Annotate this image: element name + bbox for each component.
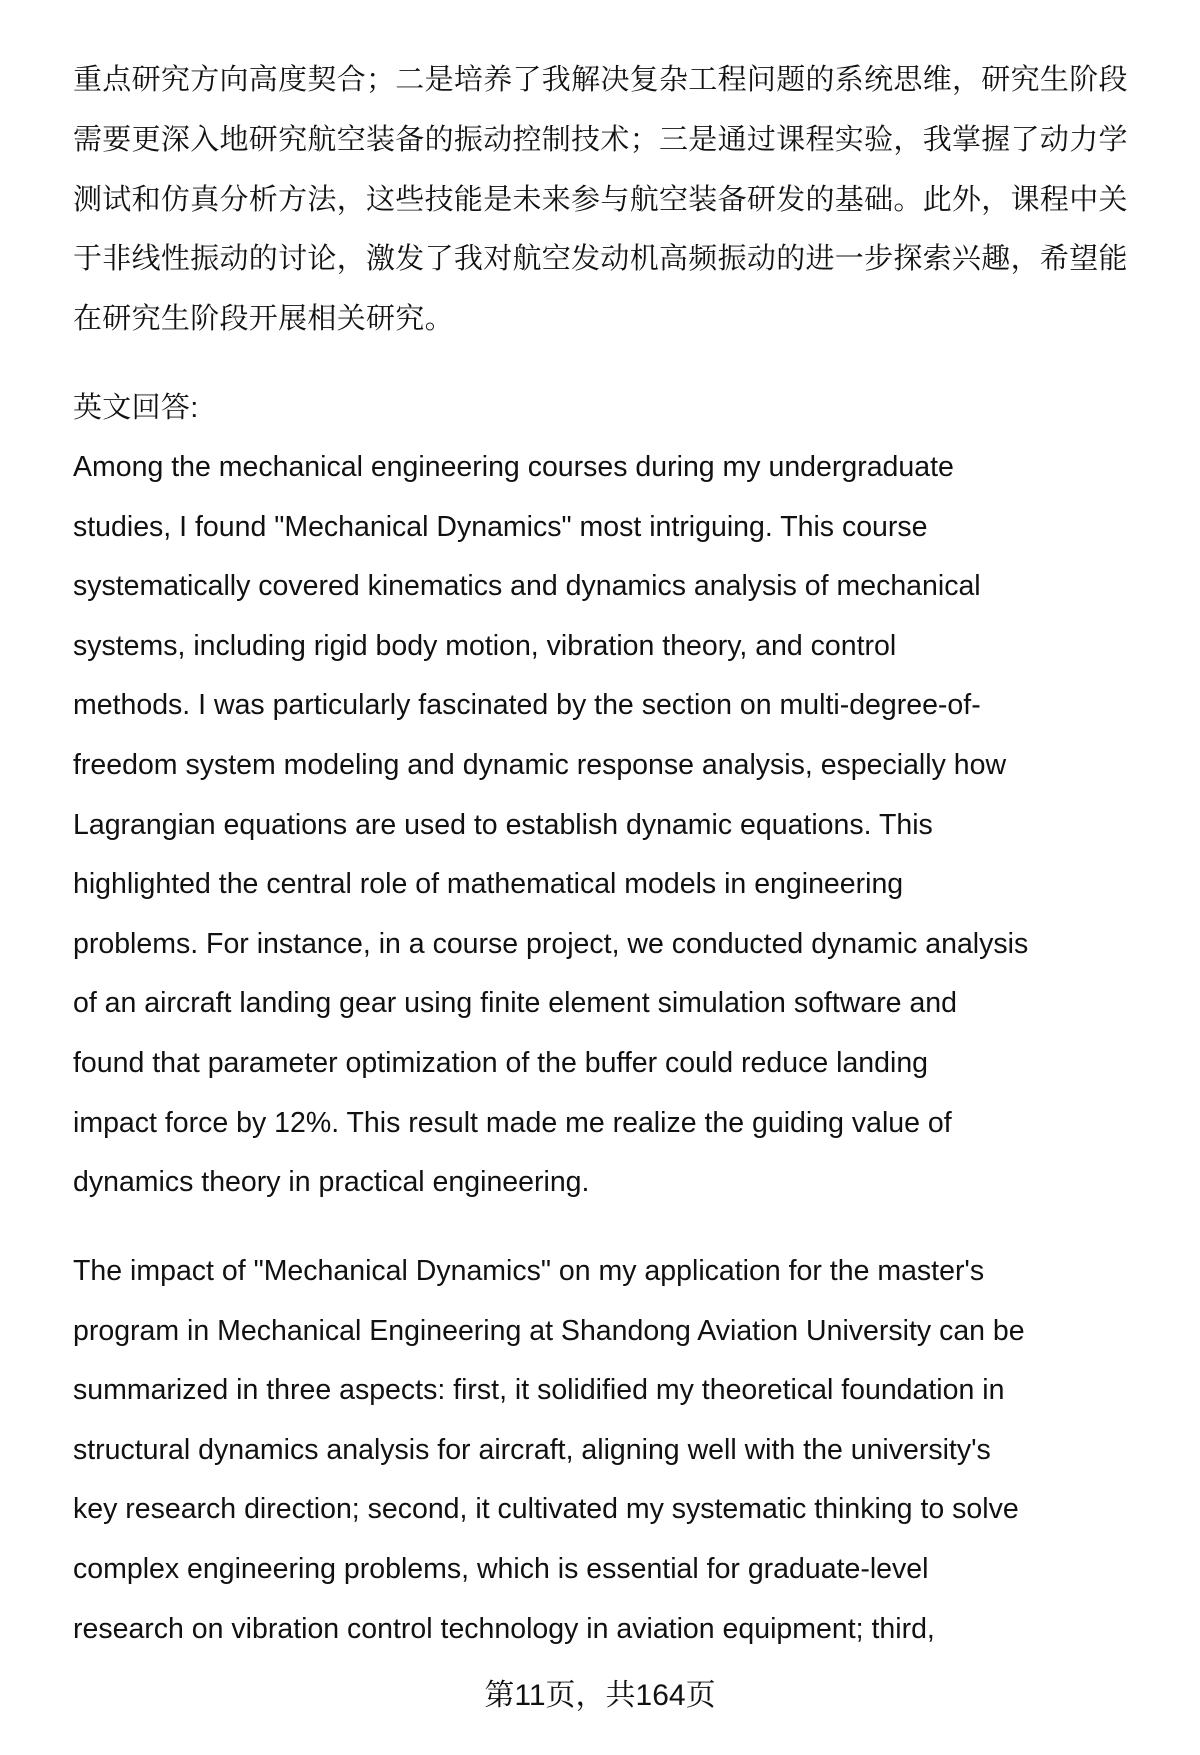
chinese-text-line: 测试和仿真分析方法，这些技能是未来参与航空装备研发的基础。此外，课程中关 [73, 184, 1128, 216]
english-text-line: problems. For instance, in a course project, we conducted dynamic analysis [73, 927, 1029, 960]
english-text-line: systems, including rigid body motion, vibration theory, and control [73, 629, 897, 662]
english-text-line: key research direction; second, it cultivated my systematic thinking to solve [73, 1493, 1019, 1526]
english-text-line: methods. I was particularly fascinated by the section on multi-degree-of- [73, 689, 981, 722]
english-text-line: dynamics theory in practical engineering. [73, 1166, 590, 1199]
chinese-text-line: 于非线性振动的讨论，激发了我对航空发动机高频振动的进一步探索兴趣，希望能 [73, 243, 1128, 275]
english-text-line: found that parameter optimization of the buffer could reduce landing [73, 1047, 929, 1079]
english-text-line: research on vibration control technology in aviation equipment; third, [73, 1612, 935, 1645]
english-text-line: of an aircraft landing gear using finite element simulation software and [73, 987, 958, 1020]
english-text-line: highlighted the central role of mathematical models in engineering [73, 868, 904, 901]
english-text-line: freedom system modeling and dynamic response analysis, especially how [73, 749, 1007, 781]
chinese-text-line: 重点研究方向高度契合；二是培养了我解决复杂工程问题的系统思维，研究生阶段 [73, 64, 1128, 96]
english-text-line: The impact of "Mechanical Dynamics" on my application for the master's [73, 1255, 985, 1287]
english-text-line: program in Mechanical Engineering at Shandong Aviation University can be [73, 1314, 1025, 1347]
english-text-line: Lagrangian equations are used to establish dynamic equations. This [73, 808, 933, 841]
english-text-line: complex engineering problems, which is essential for graduate-level [73, 1553, 929, 1585]
chinese-text-line: 需要更深入地研究航空装备的振动控制技术；三是通过课程实验，我掌握了动力学 [73, 124, 1128, 156]
english-text-line: structural dynamics analysis for aircraft, aligning well with the university's [73, 1433, 991, 1466]
page-number-footer: 第11页，共164页 [484, 1679, 716, 1712]
english-text-line: systematically covered kinematics and dynamics analysis of mechanical [73, 570, 981, 603]
chinese-text-line: 在研究生阶段开展相关研究。 [73, 303, 454, 335]
english-answer-heading: 英文回答: [73, 392, 199, 424]
english-text-line: summarized in three aspects: first, it solidified my theoretical foundation in [73, 1374, 1005, 1407]
english-text-line: impact force by 12%. This result made me realize the guiding value of [73, 1106, 952, 1139]
english-text-line: studies, I found "Mechanical Dynamics" most intriguing. This course [73, 510, 928, 543]
english-text-line: Among the mechanical engineering courses during my undergraduate [73, 451, 954, 483]
